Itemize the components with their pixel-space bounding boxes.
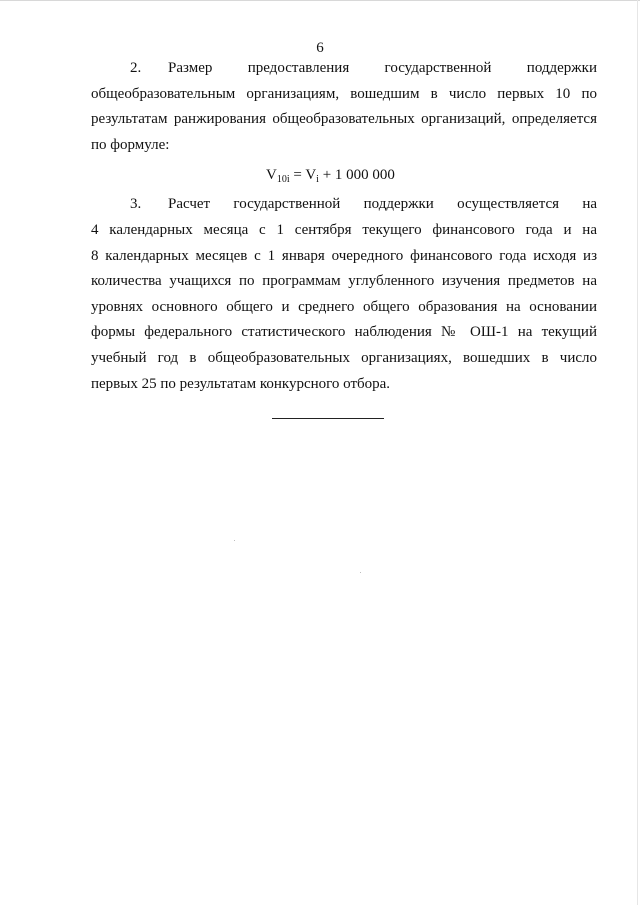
paragraph-line: 8 календарных месяцев с 1 января очередного финансового года исходя из: [91, 247, 597, 264]
formula: [91, 162, 597, 188]
paragraph-line: учебный год в общеобразовательных организациях, вошедших в число: [91, 349, 597, 366]
paragraph-line: общеобразовательным организациям, вошедшим в число первых 10 по: [91, 85, 597, 102]
paragraph-line: 4 календарных месяца с 1 сентября текущего финансового года и на: [91, 221, 597, 238]
paragraph-3-first-line: [91, 192, 597, 218]
formula-equals: =: [289, 167, 306, 184]
paragraph-line: Расчет государственной поддержки осуществляется на: [168, 196, 597, 213]
paragraph-line: формы федерального статистического наблюдения № ОШ-1 на текущий: [91, 324, 597, 341]
paragraph-line: уровнях основного общего и среднего общего образования на основании: [91, 298, 597, 315]
paragraph-line: результатам ранжирования общеобразовательных организаций, определяется: [91, 111, 597, 128]
scan-speck: [360, 572, 361, 573]
end-divider-line: [272, 418, 384, 419]
formula-rhs-rest: + 1 000 000: [318, 167, 395, 184]
formula-lhs-subscript: 10i: [276, 174, 290, 186]
formula-rhs-symbol: V: [305, 167, 317, 184]
document-body: [91, 56, 597, 397]
paragraph-line: количества учащихся по программам углубленного изучения предметов на: [91, 273, 597, 290]
paragraph-2-first-line: [91, 56, 597, 82]
formula-lhs-symbol: V: [266, 167, 277, 184]
scan-top-edge: [0, 0, 640, 1]
page-number: 6: [316, 40, 324, 56]
paragraph-3: [91, 192, 597, 397]
paragraph-line: Размер предоставления государственной поддержки: [168, 60, 597, 76]
paragraph-2-number: 2.: [130, 60, 142, 76]
paragraph-line: по формуле:: [91, 136, 170, 153]
scan-speck: [234, 540, 235, 541]
paragraph-2: [91, 56, 597, 158]
paragraph-3-number: 3.: [130, 196, 142, 213]
paragraph-line: первых 25 по результатам конкурсного отбора.: [91, 375, 391, 392]
formula-rhs-subscript: i: [316, 174, 319, 186]
scan-right-edge: [637, 0, 638, 905]
